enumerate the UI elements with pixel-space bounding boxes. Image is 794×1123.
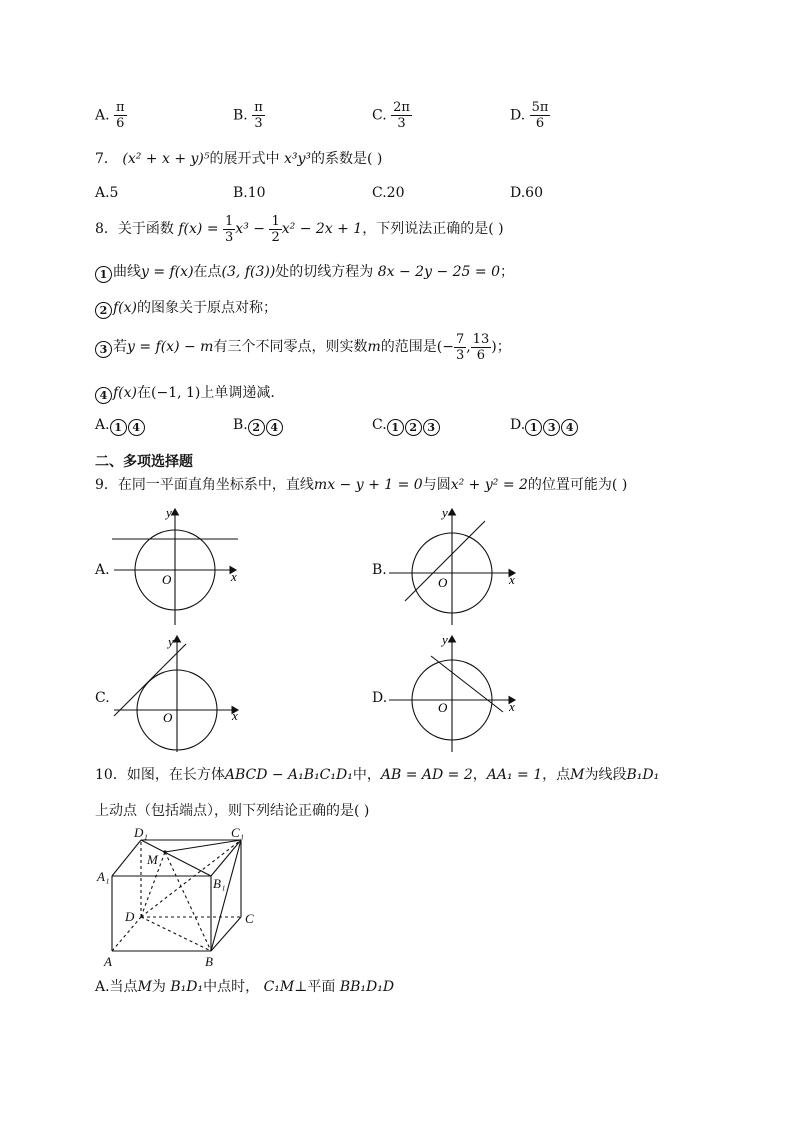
q8-s3-frac1-den: 3	[455, 347, 465, 363]
circled-number-icon: 4	[561, 419, 578, 436]
circled-number-icon: 4	[128, 419, 145, 436]
q8-frac1	[223, 214, 235, 245]
vertex-label-C: C	[245, 911, 254, 926]
q10-text-c: ，点	[542, 767, 571, 783]
axis-label-y: y	[442, 505, 448, 520]
origin-label: O	[162, 572, 172, 587]
origin-label: O	[438, 700, 448, 715]
axis-label-y: y	[168, 634, 174, 649]
section-heading: 二、多项选择题	[95, 454, 193, 470]
q9-text-a: 在同一平面直角坐标系中，直线	[117, 477, 314, 493]
vertex-label-B: B	[205, 954, 213, 969]
segment-M-C1	[165, 840, 241, 852]
q8-frac1-num: 1	[225, 213, 234, 229]
q8-option-b-prefix: B.	[233, 417, 248, 433]
q8-term2: x² − 2x + 1	[281, 221, 363, 237]
q10-stem-line1	[95, 766, 659, 784]
q9-option-a-figure	[110, 505, 250, 630]
q10-opt-a-seg: B₁D₁	[170, 979, 204, 995]
q8-statement-2	[95, 299, 277, 319]
q8-s3-close: )	[491, 339, 497, 355]
q10-solid: ABCD − A₁B₁C₁D₁	[224, 767, 353, 783]
q6-d-num: 5π	[531, 100, 549, 115]
q8-option-c-prefix: C.	[372, 417, 387, 433]
q7-expression: (x² + x + y)⁵	[122, 151, 210, 167]
q9-option-c-label: C.	[95, 690, 110, 706]
q8-s3-frac2	[471, 332, 492, 363]
circled-number-icon: 3	[543, 419, 560, 436]
q8-option-a	[95, 416, 146, 436]
q6-option-d-prefix: D.	[510, 107, 526, 124]
circled-number-icon: 3	[423, 419, 440, 436]
q6-option-c-prefix: C.	[372, 107, 387, 124]
axis-label-y: y	[166, 505, 172, 520]
q8-option-a-prefix: A.	[95, 417, 110, 433]
q8-s3-end: ；	[496, 339, 511, 355]
origin-label: O	[438, 575, 448, 590]
q6-c-den: 3	[397, 116, 406, 131]
q6-option-b	[233, 100, 265, 131]
q6-d-den: 6	[535, 116, 545, 131]
q6-a-num: π	[116, 100, 125, 115]
circled-number-icon: 2	[405, 419, 422, 436]
q9-number: 9．	[95, 477, 118, 493]
q10-option-a	[95, 978, 394, 996]
q6-option-d-fraction	[530, 100, 551, 131]
q8-frac2-num: 1	[271, 213, 280, 229]
q7-text-end: 的系数是( )	[310, 151, 383, 167]
q7-option-a: A.5	[95, 185, 119, 201]
q10-cuboid-figure	[95, 826, 270, 971]
q8-frac1-den: 3	[225, 229, 234, 245]
q8-s3-frac2-num: 13	[472, 331, 490, 347]
q8-s3-comma: ,	[466, 339, 471, 355]
q9-stem	[95, 476, 627, 494]
q9-circle-eq: x² + y² = 2	[450, 477, 528, 493]
vertex-label-C1: C₁	[231, 826, 245, 840]
q8-option-c	[372, 416, 441, 436]
q8-option-d-prefix: D.	[510, 417, 526, 433]
q8-s2-b: 的图象关于原点对称；	[137, 300, 278, 316]
q9-text-c: 的位置可能为( )	[527, 477, 628, 493]
q8-statement-1	[95, 263, 514, 283]
q7-term: x³y³	[283, 151, 311, 167]
origin-label: O	[163, 710, 173, 725]
q10-opt-a-text1: A.当点	[95, 979, 138, 995]
q7-option-b: B.10	[233, 185, 266, 201]
edge-D1-A1	[112, 840, 141, 876]
q8-s4-d: 上单调递减.	[200, 385, 275, 401]
q10-stem-line2: 上动点（包括端点），则下列结论正确的是( )	[95, 803, 370, 819]
circled-number-icon: 1	[95, 266, 112, 283]
q10-opt-a-text2: 为	[151, 979, 166, 995]
vertex-label-D1: D₁	[134, 826, 148, 840]
q8-term1: x³ −	[235, 221, 265, 237]
vertex-label-A: A	[104, 954, 112, 969]
q10-opt-a-m: M	[137, 979, 152, 995]
circled-number-icon: 2	[248, 419, 265, 436]
q9-text-b: 与圆	[422, 477, 451, 493]
q8-s3-a: 若	[113, 339, 127, 355]
q10-text-a: 如图，在长方体	[126, 767, 225, 783]
q9-line-eq: mx − y + 1 = 0	[313, 477, 423, 493]
point-M-dot	[163, 850, 166, 853]
q10-point: M	[570, 767, 585, 783]
q10-opt-a-perp: ⊥平面	[294, 979, 336, 995]
circled-number-icon: 3	[95, 341, 112, 358]
q8-statement-3	[95, 330, 511, 364]
q8-option-b	[233, 416, 284, 436]
q6-a-den: 6	[116, 116, 125, 131]
q7-option-c: C.20	[372, 185, 405, 201]
hidden-segment-M-B	[165, 852, 211, 951]
q8-s3-b: y = f(x) − m	[127, 339, 214, 355]
q8-option-d	[510, 416, 579, 436]
q8-s3-frac1-num: 7	[455, 331, 465, 347]
q6-option-c	[372, 100, 412, 131]
q6-option-a-prefix: A.	[95, 107, 110, 124]
q8-frac2	[269, 214, 281, 245]
q8-s1-e: 处的切线方程为	[275, 264, 374, 280]
q10-sep: ，	[472, 767, 487, 783]
vertex-label-A1: A₁	[97, 869, 110, 884]
q8-s3-frac2-den: 6	[476, 347, 486, 363]
q9-option-b-label: B.	[372, 562, 387, 578]
axis-label-x: x	[509, 572, 515, 587]
q10-cond1: AB = AD = 2	[380, 767, 473, 783]
q8-number: 8．	[95, 221, 118, 237]
q6-option-b-fraction	[252, 100, 265, 131]
point-label-M: M	[147, 852, 158, 867]
q7-option-d: D.60	[510, 185, 543, 201]
q10-text-b: 中，	[352, 767, 381, 783]
q8-s1-f: 8x − 2y − 25 = 0	[377, 264, 500, 280]
q8-s4-c: (−1, 1)	[151, 385, 201, 401]
q6-option-a-fraction	[114, 100, 127, 131]
q8-func-lhs: f(x) =	[178, 221, 219, 237]
q10-opt-a-text3: 中点时，	[203, 979, 260, 995]
q6-option-d	[510, 100, 550, 131]
q10-opt-a-line: C₁M	[263, 979, 295, 995]
q8-s1-c: 在点	[193, 264, 222, 280]
q8-statement-4	[95, 384, 275, 404]
q10-text-d: 为线段	[584, 767, 627, 783]
q10-cond2: AA₁ = 1	[486, 767, 543, 783]
vertex-label-B1: B₁	[213, 876, 226, 891]
hidden-segment-D-B	[141, 917, 211, 951]
q10-segment: B₁D₁	[626, 767, 660, 783]
circled-number-icon: 1	[387, 419, 404, 436]
q8-s1-g: ；	[499, 264, 514, 280]
q8-s3-open: (−	[436, 339, 454, 355]
q8-s1-a: 曲线	[113, 264, 141, 280]
q8-s3-d: m	[367, 339, 381, 355]
axis-label-x: x	[509, 699, 515, 714]
q6-option-a	[95, 100, 127, 131]
q7-stem	[95, 150, 382, 168]
q9-option-b-figure	[385, 505, 525, 630]
q7-number: 7．	[95, 151, 118, 167]
circled-number-icon: 1	[525, 419, 542, 436]
q6-option-c-fraction	[391, 100, 412, 131]
q6-option-b-prefix: B.	[233, 107, 248, 124]
q7-text-mid: 的展开式中	[209, 151, 280, 167]
q9-option-d-figure	[385, 632, 525, 757]
vertex-label-D: D	[125, 909, 135, 924]
q9-option-a-label: A.	[95, 562, 110, 578]
line	[114, 644, 186, 716]
circled-number-icon: 2	[95, 302, 112, 319]
q8-frac2-den: 2	[271, 229, 280, 245]
q8-s3-e: 的范围是	[380, 339, 437, 355]
q8-s1-b: y = f(x)	[141, 264, 194, 280]
q8-s4-b: 在	[137, 385, 152, 401]
axis-label-y: y	[442, 632, 448, 647]
axis-label-x: x	[231, 569, 237, 584]
q8-s3-c: 有三个不同零点，则实数	[213, 339, 368, 355]
q6-b-den: 3	[254, 116, 263, 131]
q8-s1-d: (3, f(3))	[221, 264, 276, 280]
q10-opt-a-plane: BB₁D₁D	[339, 979, 395, 995]
q8-text-end: ，下列说法正确的是( )	[362, 221, 504, 237]
q8-stem	[95, 212, 504, 246]
circled-number-icon: 4	[95, 387, 112, 404]
q9-option-c-figure	[110, 632, 250, 757]
axis-label-x: x	[232, 708, 238, 723]
circled-number-icon: 1	[110, 419, 127, 436]
q6-c-num: 2π	[393, 100, 410, 115]
q8-text-start: 关于函数	[117, 221, 174, 237]
q8-s3-frac1	[454, 332, 466, 363]
q8-s4-a: f(x)	[113, 385, 138, 401]
q8-s2-a: f(x)	[113, 300, 138, 316]
q9-option-d-label: D.	[372, 690, 388, 706]
q10-number: 10．	[95, 767, 127, 783]
circled-number-icon: 4	[266, 419, 283, 436]
q6-b-num: π	[254, 100, 263, 115]
